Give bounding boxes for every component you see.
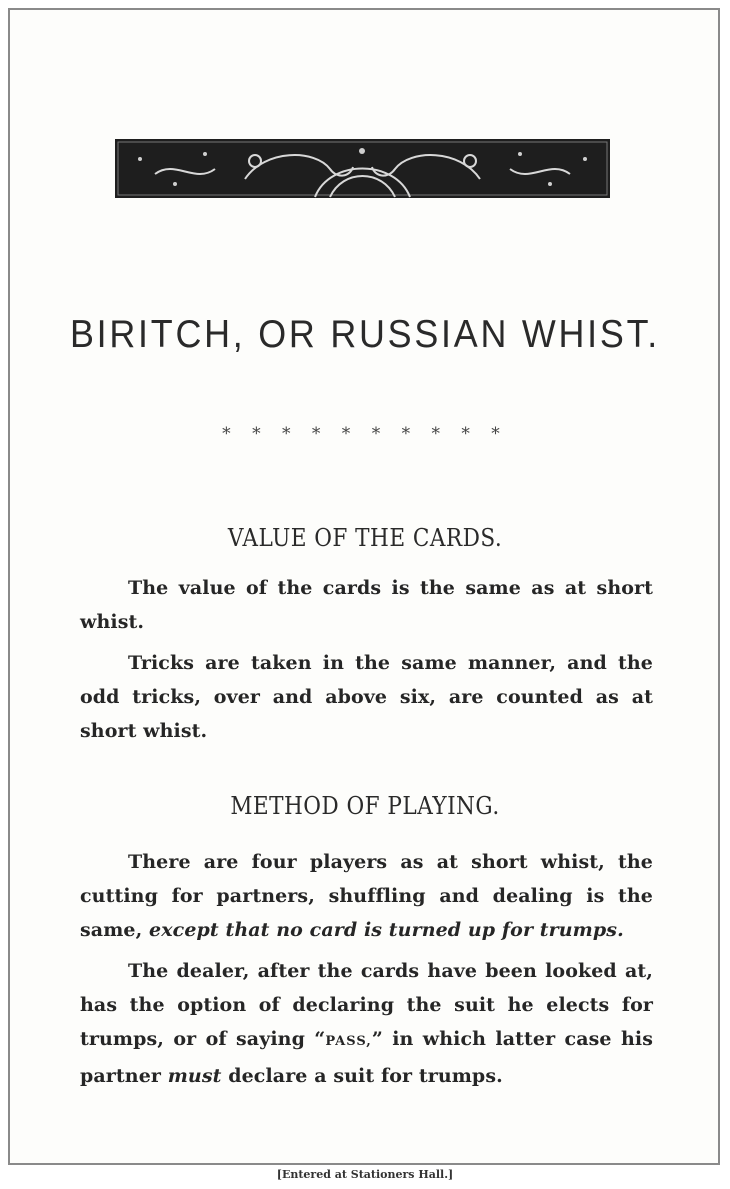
section-heading-method: METHOD OF PLAYING. bbox=[230, 792, 500, 820]
paragraph-text: ” in which latter case his partner bbox=[80, 1028, 653, 1087]
italic-text: must bbox=[167, 1065, 222, 1087]
paragraph-method-1 bbox=[80, 845, 653, 947]
footer-note: [Entered at Stationers Hall.] bbox=[276, 1168, 454, 1181]
italic-text: except that no card is turned up for trumps. bbox=[149, 919, 624, 941]
paragraph-text: declare a suit for trumps. bbox=[221, 1065, 503, 1087]
paragraph-text: There are four players as at short whist, the cutting for partners, shuffling and dealing is the same, bbox=[80, 851, 653, 941]
page-title: BIRITCH, OR RUSSIAN WHIST. bbox=[69, 313, 661, 356]
separator-stars: * * * * * * * * * * bbox=[222, 424, 508, 444]
section-heading-value: VALUE OF THE CARDS. bbox=[227, 524, 503, 552]
paragraph-method-2 bbox=[80, 954, 653, 1093]
paragraph-value-1: The value of the cards is the same as at short whist. bbox=[80, 577, 653, 633]
paragraph-text: The dealer, after the cards have been looked at, has the option of declaring the suit he elects for trumps, or of saying “ bbox=[80, 960, 653, 1050]
paragraph-value-2: Tricks are taken in the same manner, and the odd tricks, over and above six, are counted as at short whist. bbox=[80, 652, 653, 742]
decorative-ornament-banner bbox=[115, 139, 610, 198]
smallcaps-text: PASS, bbox=[325, 1034, 372, 1049]
